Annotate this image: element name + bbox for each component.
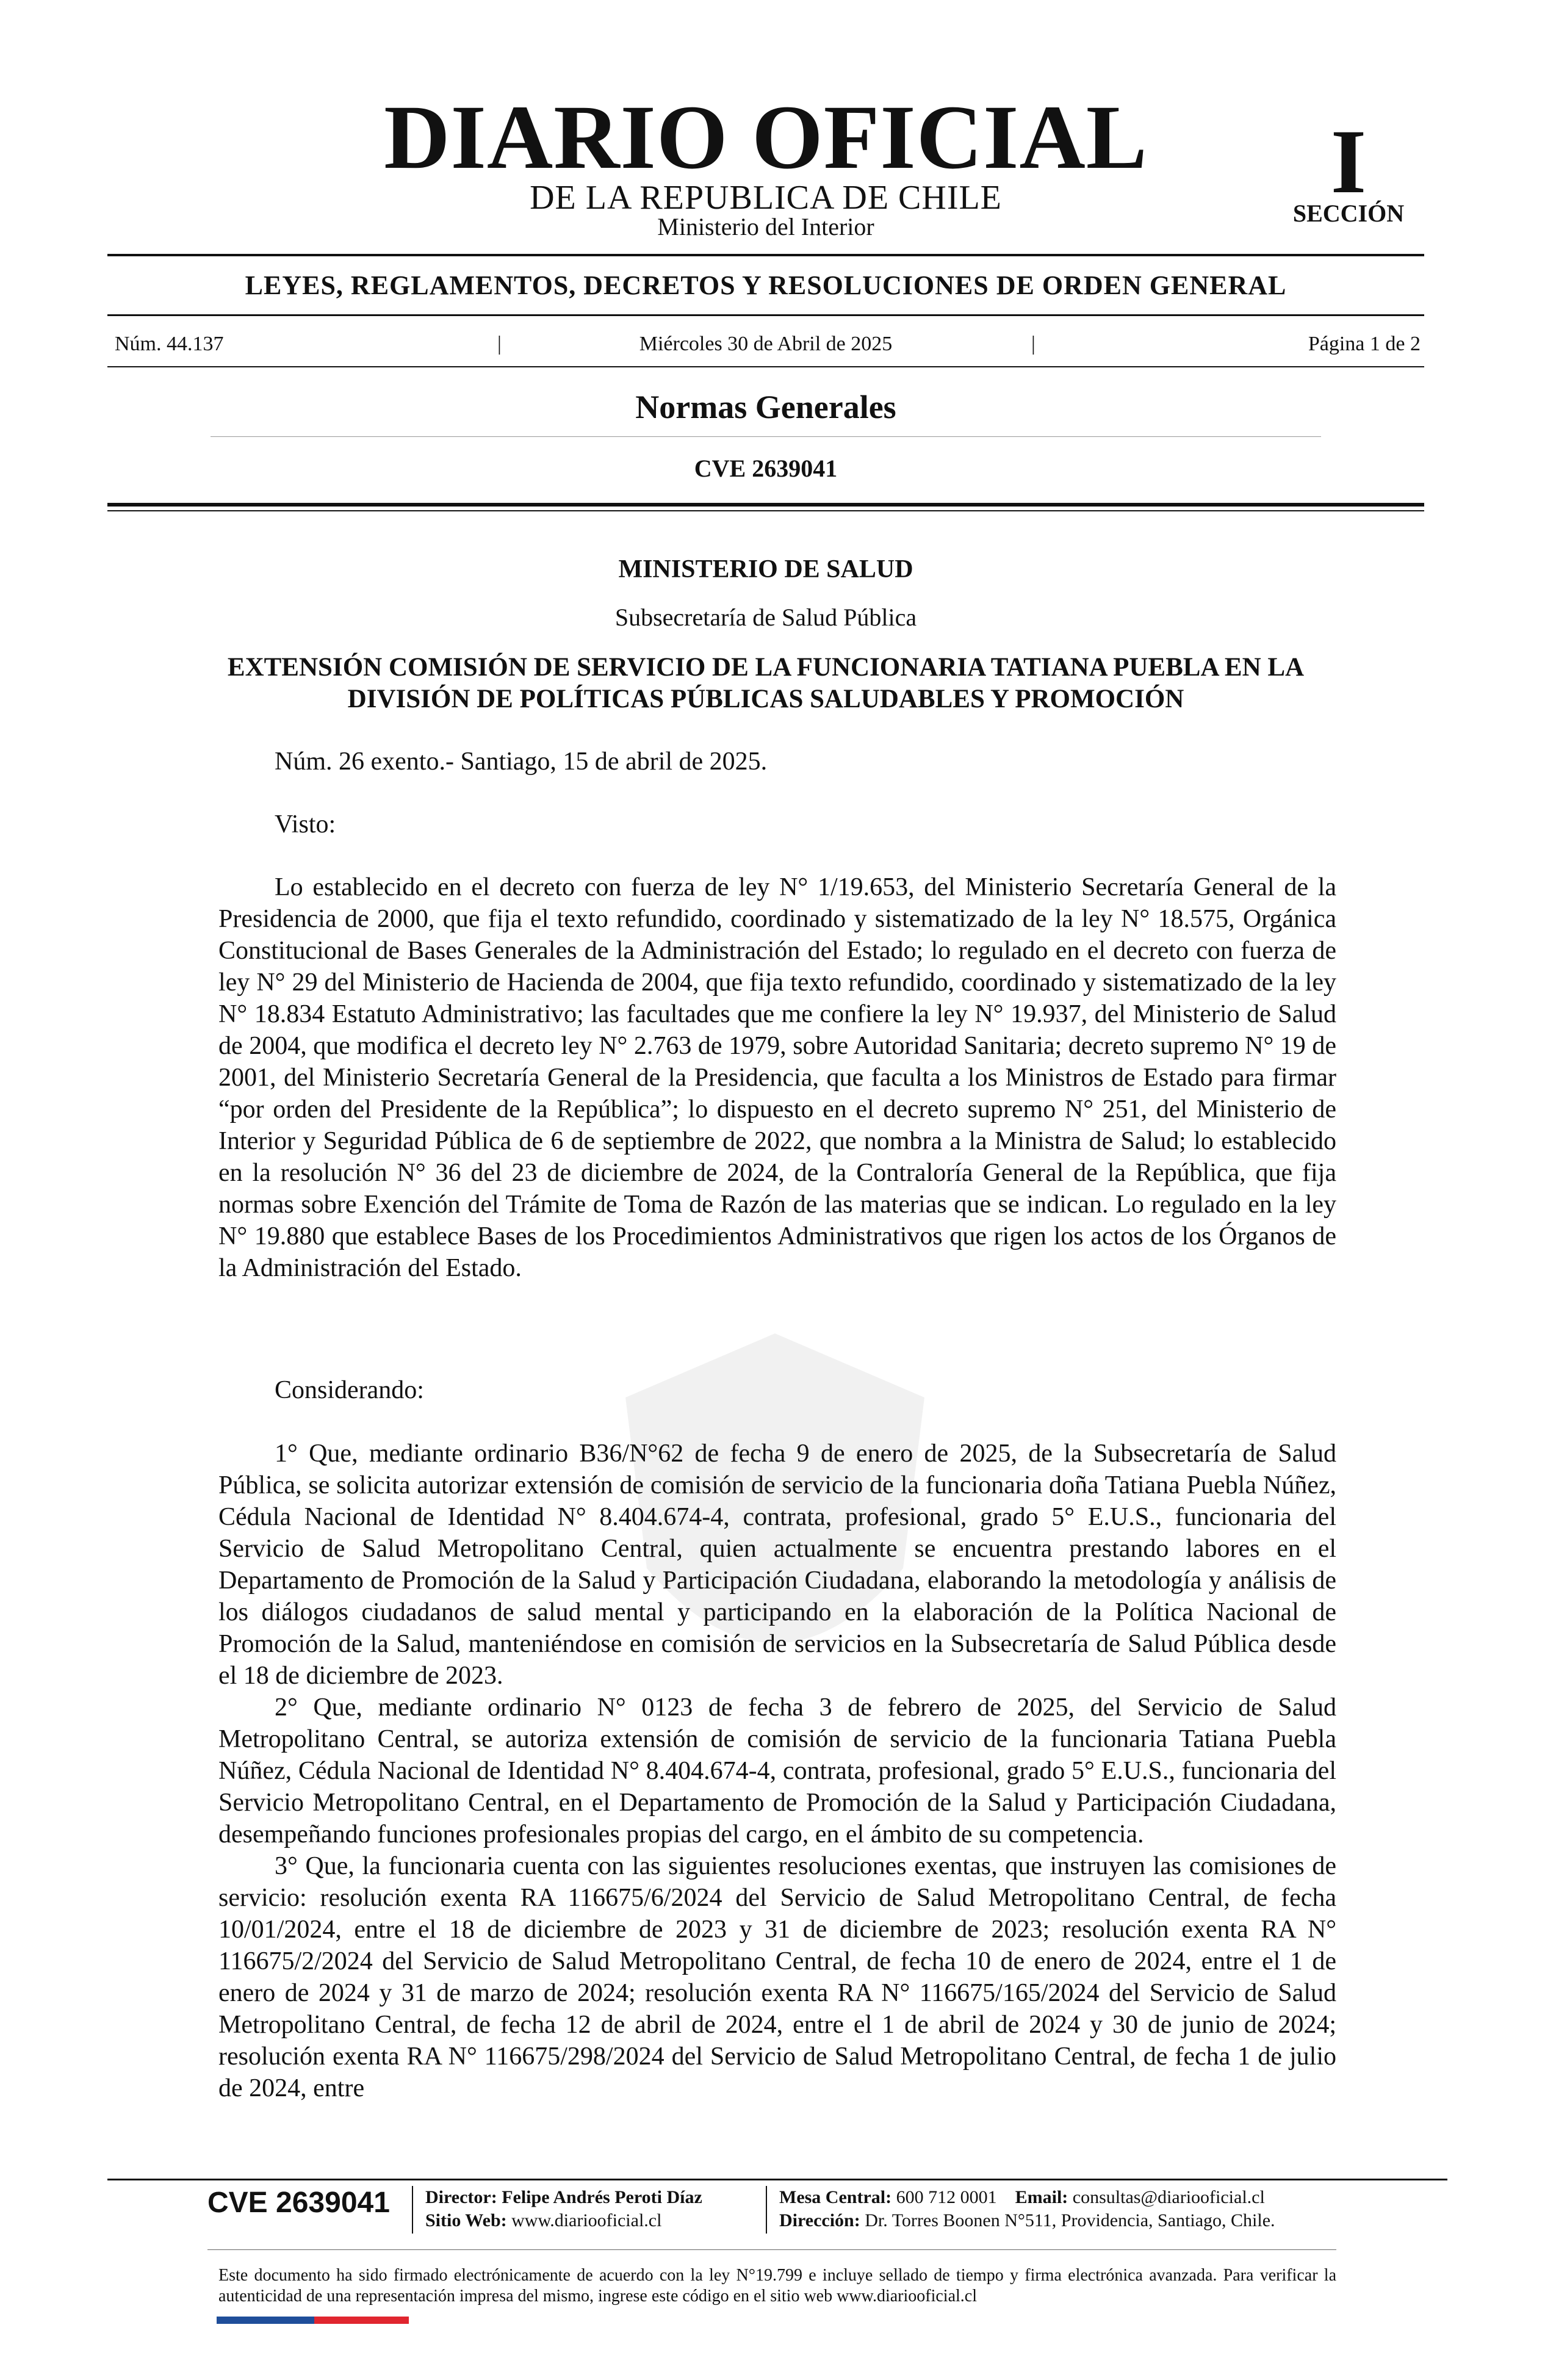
issue-date: Miércoles 30 de Abril de 2025 (639, 333, 893, 355)
mesa-label: Mesa Central: (779, 2187, 892, 2207)
cve-code: CVE 2639041 (694, 455, 838, 482)
address-label: Dirección: (779, 2210, 860, 2230)
footer-separator (766, 2186, 767, 2234)
page-indicator: Página 1 de 2 (1308, 333, 1421, 355)
section-label: SECCIÓN (1292, 200, 1405, 227)
band-divider (107, 314, 1424, 316)
considerando-2: 2° Que, mediante ordinario N° 0123 de fecha 3 de febrero de 2025, del Servicio de Salud Metropolitano Central, se autoriza extensión de comisión de servicio de la funcionaria Tatiana Puebla Núñez, Cédula Nacional de Identidad N° 8.404.674-4, contrata, profesional, grado 5° E.U.S., funcionaria del Servicio Metropolitano Central, en el Departamento de Promoción de la Salud y Participación Ciudadana, desempeñando funciones profesionales propias del cargo, en el ámbito de su competencia. (218, 1693, 1336, 1848)
document-ministry: MINISTERIO DE SALUD (618, 555, 913, 583)
considerandos (218, 1438, 1336, 2104)
footer-director-block (425, 2186, 702, 2232)
address-value: Dr. Torres Boonen N°511, Providencia, Santiago, Chile. (865, 2210, 1275, 2230)
flag-stripe-red (314, 2317, 409, 2324)
footer-divider-top (107, 2179, 1447, 2180)
flag-stripe-blue (217, 2317, 314, 2324)
newspaper-title: DIARIO OFICIAL (384, 87, 1148, 188)
info-separator: | (1031, 333, 1036, 355)
masthead-divider (107, 254, 1424, 256)
web-value[interactable]: www.diariooficial.cl (511, 2210, 662, 2230)
footer-divider-bottom (207, 2249, 1336, 2250)
footer-cve: CVE 2639041 (207, 2187, 390, 2219)
web-label: Sitio Web: (425, 2210, 507, 2230)
visto-paragraph (218, 871, 1336, 1284)
newspaper-subtitle: DE LA REPUBLICA DE CHILE (530, 179, 1002, 217)
newspaper-ministry: Ministerio del Interior (657, 213, 874, 240)
document-title: EXTENSIÓN COMISIÓN DE SERVICIO DE LA FUNCIONARIA TATIANA PUEBLA EN LA DIVISIÓN DE POLÍTICAS PÚBLICAS SALUDABLES Y PROMOCIÓN (227, 653, 1305, 713)
decree-number-line: Núm. 26 exento.- Santiago, 15 de abril de 2025. (275, 748, 768, 776)
info-separator: | (497, 333, 502, 355)
footer-separator (412, 2186, 413, 2234)
issue-number: Núm. 44.137 (115, 333, 224, 355)
considerando-1: 1° Que, mediante ordinario B36/N°62 de fecha 9 de enero de 2025, de la Subsecretaría de Salud Pública, se solicita autorizar extensión de comisión de servicio de la funcionaria doña Tatiana Puebla Núñez, Cédula Nacional de Identidad N° 8.404.674-4, contrata, profesional, grado 5° E.U.S., funcionaria del Servicio de Salud Metropolitano Central, quien actualmente se encuentra prestando labores en el Departamento de Promoción de la Salud y Participación Ciudadana, elaborando la metodología y análisis de los diálogos ciudadanos de salud mental y participando en la elaboración de la Política Nacional de Promoción de la Salud, manteniéndose en comisión de servicios en la Subsecretaría de Salud Pública desde el 18 de diciembre de 2023. (218, 1440, 1336, 1690)
email-value[interactable]: consultas@diariooficial.cl (1072, 2187, 1265, 2207)
mesa-value: 600 712 0001 (896, 2187, 997, 2207)
section-number: I (1330, 111, 1367, 212)
director-value: Felipe Andrés Peroti Díaz (502, 2187, 702, 2207)
email-label: Email: (1015, 2187, 1068, 2207)
director-label: Director: (425, 2187, 497, 2207)
considerando-label: Considerando: (275, 1376, 424, 1404)
cve-divider-thin (107, 510, 1424, 511)
info-divider (107, 366, 1424, 367)
section-heading: Normas Generales (635, 389, 896, 425)
visto-label: Visto: (275, 810, 336, 838)
cve-divider-thick (107, 503, 1424, 507)
document-subsecretary: Subsecretaría de Salud Pública (614, 604, 917, 631)
footer-contact-block (779, 2186, 1275, 2232)
band-title: LEYES, REGLAMENTOS, DECRETOS Y RESOLUCIONES DE ORDEN GENERAL (245, 270, 1287, 300)
visto-text: Lo establecido en el decreto con fuerza de ley N° 1/19.653, del Ministerio Secretaría General de la Presidencia de 2000, que fija el texto refundido, coordinado y sistematizado de la ley N° 18.575, Orgánica Constitucional de Bases Generales de la Administración del Estado; lo regulado en el decreto con fuerza de ley N° 29 del Ministerio de Hacienda de 2004, que fija texto refundido, coordinado y sistematizado de la ley N° 18.834 Estatuto Administrativo; las facultades que me confiere la ley N° 19.937, del Ministerio de Salud de 2004, que modifica el decreto ley N° 2.763 de 1979, sobre Autoridad Sanitaria; decreto supremo N° 19 de 2001, del Ministerio Secretaría General de la Presidencia, que faculta a los Ministros de Estado para firmar “por orden del Presidente de la República”; lo dispuesto en el decreto supremo N° 251, del Ministerio de Interior y Seguridad Pública de 6 de septiembre de 2022, que nombra a la Ministra de Salud; lo establecido en la resolución N° 36 del 23 de diciembre de 2024, de la Contraloría General de la República, que fija normas sobre Exención del Trámite de Toma de Razón de las materias que se indican. Lo regulado en la ley N° 19.880 que establece Bases de los Procedimientos Administrativos que rigen los actos de los Órganos de la Administración del Estado. (218, 873, 1336, 1282)
heading-divider (211, 436, 1321, 437)
footer-note: Este documento ha sido firmado electrónicamente de acuerdo con la ley N°19.799 e incluye sellado de tiempo y firma electrónica avanzada. Para verificar la autenticidad de una representación impresa del mismo, ingrese este código en el sitio web www.diariooficial.cl (218, 2266, 1336, 2306)
considerando-3: 3° Que, la funcionaria cuenta con las siguientes resoluciones exentas, que instruyen las comisiones de servicio: resolución exenta RA 116675/6/2024 del Servicio de Salud Metropolitano Central, de fecha 10/01/2024, entre el 18 de diciembre de 2023 y 31 de diciembre de 2023; resolución exenta RA N° 116675/2/2024 del Servicio de Salud Metropolitano Central, de fecha 10 de enero de 2024, entre el 1 de enero de 2024 y 31 de marzo de 2024; resolución exenta RA N° 116675/165/2024 del Servicio de Salud Metropolitano Central, de fecha 12 de abril de 2024, entre el 1 de abril de 2024 y 30 de junio de 2024; resolución exenta RA N° 116675/298/2024 del Servicio de Salud Metropolitano Central, de fecha 1 de julio de 2024, entre (218, 1852, 1336, 2102)
